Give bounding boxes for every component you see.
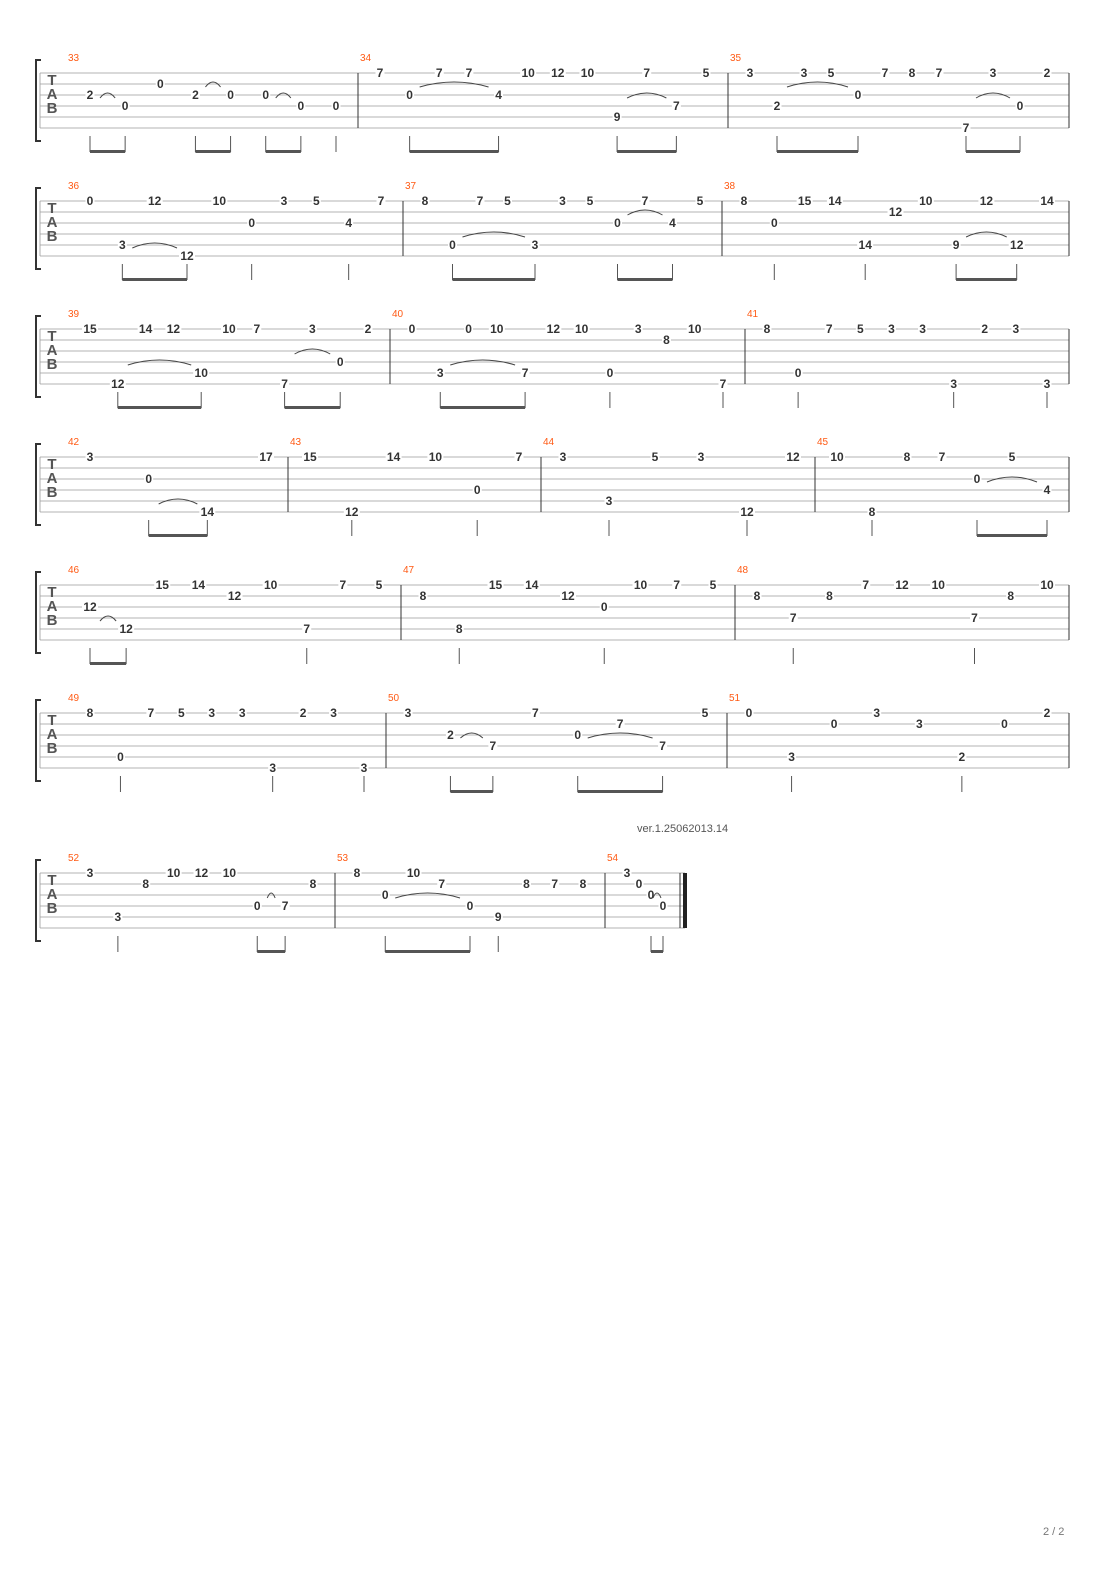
fret-number: 3 [404,706,412,720]
fret-number: 7 [521,366,529,380]
tab-clef-letter: A [46,470,58,487]
beam [578,790,663,793]
fret-number: 7 [465,66,473,80]
measure-number: 51 [729,693,741,704]
tie-arc [100,616,116,621]
fret-number: 7 [643,66,651,80]
tab-clef-letter: B [46,356,58,373]
fret-number: 5 [375,578,383,592]
fret-number: 0 [381,888,389,902]
tie-arc [787,82,848,87]
fret-number: 10 [521,66,535,80]
tie-arc [976,93,1010,98]
beam [450,790,492,793]
fret-number: 7 [862,578,870,592]
fret-number: 12 [786,450,800,464]
beam [257,950,285,953]
fret-number: 8 [763,322,771,336]
beam [118,406,201,409]
fret-number: 0 [1016,99,1024,113]
measure-number: 48 [737,565,749,576]
fret-number: 8 [579,877,587,891]
measure-number: 46 [68,565,80,576]
fret-number: 7 [659,739,666,753]
fret-number: 5 [651,450,659,464]
fret-number: 10 [580,66,595,80]
fret-number: 8 [353,866,361,880]
fret-number: 10 [688,322,702,336]
fret-number: 0 [408,322,416,336]
fret-number: 3 [330,706,337,720]
fret-number: 8 [868,505,876,519]
fret-number: 15 [303,450,317,464]
fret-number: 7 [641,194,649,208]
tie-arc [395,893,460,898]
tab-clef-letter: T [47,328,57,345]
fret-number: 5 [177,706,185,720]
fret-number: 0 [117,750,124,764]
fret-number: 0 [336,355,344,369]
beam [977,534,1047,537]
tab-clef-letter: A [46,726,58,743]
beam [440,406,525,409]
fret-number: 3 [697,450,705,464]
tie-arc [460,733,482,738]
fret-number: 3 [623,866,631,880]
fret-number: 10 [830,450,844,464]
measure-number: 40 [392,309,404,320]
fret-number: 0 [466,899,474,913]
fret-number: 5 [696,194,704,208]
measure-number: 49 [68,693,80,704]
fret-number: 15 [488,578,503,592]
measure-number: 45 [817,437,829,448]
tie-arc [276,93,291,98]
fret-number: 0 [473,483,481,497]
tab-system [36,437,1069,537]
fret-number: 2 [1043,66,1051,80]
fret-number: 8 [826,589,833,603]
fret-number: 8 [455,622,463,636]
fret-number: 5 [312,194,320,208]
fret-number: 0 [248,216,256,230]
fret-number: 0 [973,472,981,486]
fret-number: 12 [561,589,575,603]
fret-number: 2 [299,706,307,720]
tie-arc [132,243,177,248]
fret-number: 2 [1043,706,1051,720]
fret-number: 14 [386,450,401,464]
fret-number: 0 [406,88,413,102]
fret-number: 12 [740,505,754,519]
fret-number: 3 [746,66,754,80]
fret-number: 3 [1043,377,1051,391]
fret-number: 9 [613,110,621,124]
beam [149,534,208,537]
tab-system [36,565,1069,665]
fret-number: 10 [931,578,945,592]
fret-number: 10 [574,322,589,336]
fret-number: 8 [142,877,150,891]
beam [90,150,125,153]
fret-number: 4 [669,216,676,230]
page-indicator: 2 / 2 [1043,1526,1065,1538]
fret-number: 7 [719,377,727,391]
tab-clef-letter: B [46,612,58,629]
fret-number: 7 [938,450,946,464]
fret-number: 7 [377,194,385,208]
beam [195,150,230,153]
fret-number: 0 [253,899,261,913]
fret-number: 3 [436,366,444,380]
fret-number: 14 [200,505,215,519]
fret-number: 0 [635,877,643,891]
measure-number: 35 [730,53,742,64]
beam [617,150,676,153]
beam [385,950,470,953]
fret-number: 5 [1008,450,1016,464]
fret-number: 10 [222,866,237,880]
tie-arc [205,82,220,87]
fret-number: 14 [191,578,206,592]
fret-number: 0 [606,366,614,380]
fret-number: 0 [227,88,234,102]
beam [618,278,673,281]
fret-number: 0 [794,366,802,380]
fret-number: 7 [935,66,943,80]
tab-system [36,309,1069,409]
fret-number: 8 [1007,589,1015,603]
fret-number: 2 [447,728,454,742]
fret-number: 3 [1012,322,1020,336]
fret-number: 3 [634,322,642,336]
fret-number: 7 [825,322,833,336]
measure-number: 50 [388,693,400,704]
fret-number: 0 [156,77,164,91]
fret-number: 0 [830,717,838,731]
tab-clef-letter: A [46,342,58,359]
fret-number: 8 [86,706,94,720]
fret-number: 5 [702,66,710,80]
tab-clef-letter: B [46,484,58,501]
fret-number: 7 [438,877,446,891]
fret-number: 3 [888,322,895,336]
fret-number: 12 [111,377,125,391]
tab-system [36,693,1069,793]
fret-number: 8 [663,333,670,347]
fret-number: 14 [138,322,153,336]
fret-number: 4 [345,216,353,230]
fret-number: 5 [701,706,709,720]
fret-number: 0 [600,600,608,614]
fret-number: 0 [465,322,472,336]
tie-arc [159,499,198,504]
measure-number: 44 [543,437,555,448]
tab-clef-letter: B [46,740,58,757]
fret-number: 15 [797,194,812,208]
fret-number: 14 [525,578,539,592]
fret-number: 7 [789,611,797,625]
fret-number: 3 [208,706,216,720]
fret-number: 3 [86,450,94,464]
fret-number: 14 [828,194,842,208]
tie-arc [420,82,489,87]
fret-number: 8 [523,877,530,891]
fret-number: 3 [360,761,368,775]
fret-number: 5 [709,578,717,592]
fret-number: 3 [114,910,122,924]
fret-number: 3 [269,761,277,775]
fret-number: 3 [118,238,126,252]
fret-number: 4 [1043,483,1051,497]
fret-number: 3 [605,494,613,508]
tab-clef-letter: A [46,886,58,903]
fret-number: 2 [958,750,966,764]
fret-number: 8 [903,450,911,464]
tie-arc [588,733,653,738]
measure-number: 53 [337,853,349,864]
fret-number: 10 [212,194,227,208]
fret-number: 7 [281,377,288,391]
tie-arc [987,477,1037,482]
fret-number: 7 [476,194,484,208]
fret-number: 2 [86,88,94,102]
tie-arc [966,232,1007,237]
fret-number: 0 [745,706,753,720]
tab-clef-letter: T [47,872,57,889]
fret-number: 12 [147,194,162,208]
fret-number: 0 [574,728,582,742]
fret-number: 12 [888,205,903,219]
tie-arc [463,232,526,237]
measure-number: 38 [724,181,736,192]
fret-number: 0 [262,88,270,102]
fret-number: 12 [1010,238,1024,252]
fret-number: 12 [227,589,242,603]
version-label: ver.1.25062013.14 [637,823,729,835]
fret-number: 0 [854,88,862,102]
fret-number: 7 [339,578,347,592]
tie-arc [295,349,331,354]
fret-number: 7 [881,66,889,80]
fret-number: 8 [309,877,317,891]
fret-number: 7 [673,578,681,592]
fret-number: 2 [773,99,781,113]
fret-number: 7 [971,611,978,625]
measure-number: 47 [403,565,415,576]
beam [122,278,187,281]
beam [777,150,858,153]
tie-arc [128,360,191,365]
fret-number: 3 [559,450,567,464]
fret-number: 3 [915,717,923,731]
fret-number: 7 [551,877,559,891]
tab-clef-letter: T [47,200,57,217]
fret-number: 3 [559,194,566,208]
fret-number: 7 [962,121,970,135]
measure-number: 54 [607,853,619,864]
fret-number: 12 [551,66,565,80]
fret-number: 0 [145,472,153,486]
fret-number: 5 [504,194,511,208]
fret-number: 12 [895,578,909,592]
fret-number: 0 [1001,717,1008,731]
fret-number: 7 [673,99,680,113]
fret-number: 0 [332,99,340,113]
beam [966,150,1020,153]
measure-number: 42 [68,437,80,448]
fret-number: 0 [614,216,621,230]
tab-system [36,853,687,953]
fret-number: 10 [166,866,181,880]
measure-number: 39 [68,309,80,320]
fret-number: 3 [800,66,808,80]
fret-number: 10 [1040,578,1054,592]
fret-number: 0 [770,216,778,230]
tab-clef-letter: T [47,712,57,729]
fret-number: 9 [494,910,502,924]
tie-arc [100,93,115,98]
fret-number: 15 [83,322,97,336]
fret-number: 12 [166,322,181,336]
fret-number: 12 [180,249,194,263]
fret-number: 7 [303,622,311,636]
tab-clef-letter: T [47,456,57,473]
tie-arc [628,210,663,215]
measure-number: 43 [290,437,302,448]
fret-number: 3 [950,377,958,391]
tab-clef-letter: T [47,72,57,89]
beam [410,150,499,153]
fret-number: 3 [86,866,94,880]
beam [651,950,663,953]
beam [453,278,536,281]
fret-number: 0 [297,99,305,113]
tab-clef-letter: T [47,584,57,601]
tie-arc [627,93,666,98]
measure-number: 33 [68,53,80,64]
beam [285,406,341,409]
fret-number: 7 [435,66,443,80]
fret-number: 9 [952,238,960,252]
fret-number: 0 [647,888,655,902]
tie-arc [450,360,515,365]
fret-number: 3 [989,66,997,80]
fret-number: 3 [280,194,288,208]
fret-number: 7 [515,450,523,464]
beam [266,150,301,153]
fret-number: 15 [155,578,169,592]
tab-clef-letter: B [46,900,58,917]
fret-number: 3 [788,750,795,764]
tab-clef-letter: B [46,100,58,117]
tab-clef-letter: A [46,86,58,103]
fret-number: 10 [194,366,208,380]
fret-number: 7 [281,899,289,913]
fret-number: 3 [238,706,246,720]
fret-number: 12 [83,600,97,614]
fret-number: 10 [406,866,421,880]
fret-number: 7 [376,66,384,80]
measure-number: 37 [405,181,417,192]
fret-number: 10 [490,322,504,336]
fret-number: 8 [421,194,429,208]
beam [956,278,1017,281]
fret-number: 0 [121,99,129,113]
fret-number: 3 [531,238,539,252]
fret-number: 14 [858,238,872,252]
fret-number: 12 [119,622,133,636]
fret-number: 8 [419,589,427,603]
fret-number: 3 [919,322,926,336]
fret-number: 7 [616,717,624,731]
fret-number: 3 [309,322,316,336]
fret-number: 12 [979,194,994,208]
fret-number: 2 [192,88,199,102]
tab-clef-letter: B [46,228,58,245]
fret-number: 2 [981,322,989,336]
fret-number: 10 [633,578,648,592]
fret-number: 8 [908,66,916,80]
fret-number: 7 [147,706,155,720]
fret-number: 5 [586,194,594,208]
fret-number: 14 [1040,194,1054,208]
fret-number: 8 [753,589,761,603]
final-barline-thick [683,873,687,928]
fret-number: 0 [86,194,94,208]
fret-number: 7 [489,739,497,753]
fret-number: 4 [495,88,502,102]
fret-number: 0 [449,238,456,252]
fret-number: 7 [253,322,261,336]
fret-number: 2 [364,322,372,336]
beam [90,662,126,665]
tab-clef-letter: A [46,214,58,231]
fret-number: 12 [546,322,561,336]
tie-arc [267,893,275,898]
fret-number: 17 [259,450,273,464]
fret-number: 10 [428,450,443,464]
fret-number: 5 [856,322,864,336]
tab-system [36,53,1069,153]
measure-number: 34 [360,53,372,64]
tab-clef-letter: A [46,598,58,615]
measure-number: 52 [68,853,80,864]
fret-number: 5 [827,66,835,80]
fret-number: 0 [659,899,667,913]
measure-number: 36 [68,181,80,192]
fret-number: 10 [919,194,933,208]
tab-system [36,181,1069,281]
fret-number: 7 [531,706,539,720]
fret-number: 3 [873,706,881,720]
fret-number: 10 [222,322,236,336]
measure-number: 41 [747,309,759,320]
fret-number: 12 [194,866,209,880]
fret-number: 10 [263,578,278,592]
fret-number: 12 [345,505,359,519]
fret-number: 8 [740,194,748,208]
